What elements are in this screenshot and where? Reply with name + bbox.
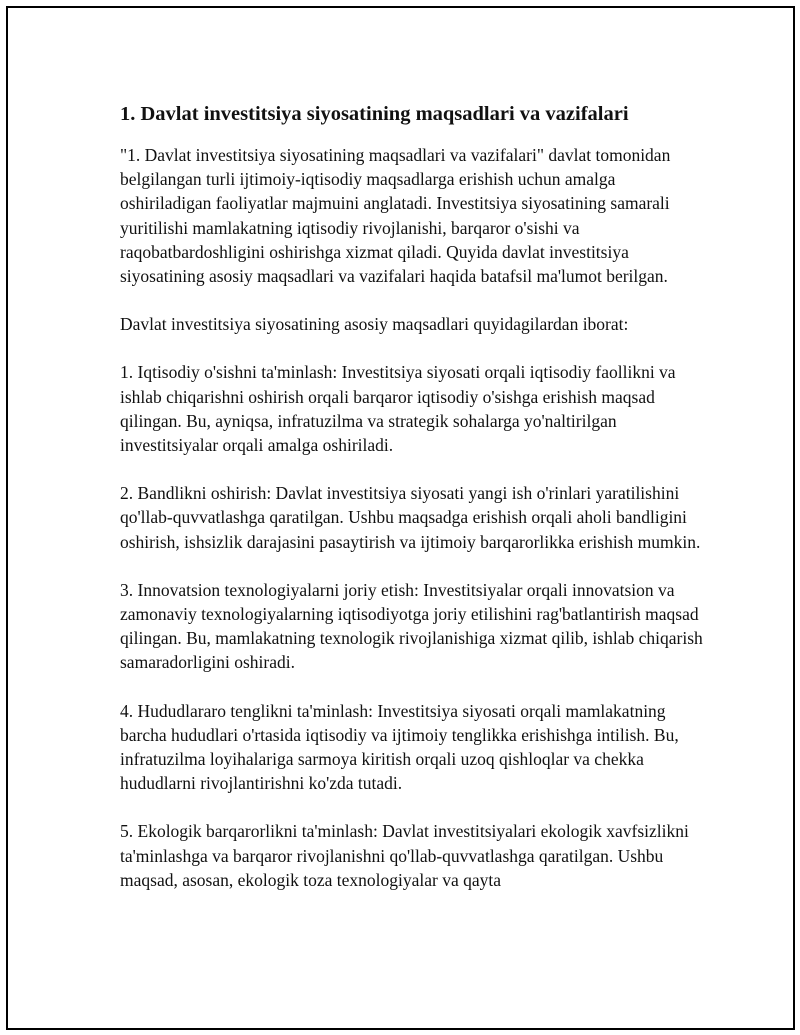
goal-1-paragraph: 1. Iqtisodiy o'sishni ta'minlash: Investitsiya siyosati orqali iqtisodiy faollikni va ishlab chiqarishni oshirish orqali barqaror iqtisodiy o'sishga erishish maqsad qilingan. Bu, ayniqsa, infratuzilma va strategik sohalarga yo'naltirilgan investitsiyalar orqali amalga oshiriladi. <box>120 362 676 456</box>
goals-lead-paragraph: Davlat investitsiya siyosatining asosiy maqsadlari quyidagilardan iborat: <box>120 314 629 335</box>
goal-5-paragraph: 5. Ekologik barqarorlikni ta'minlash: Davlat investitsiyalari ekologik xavfsizlikni ta'minlashga va barqaror rivojlanishni qo'llab-quvvatlashga qaratilgan. Ushbu maqsad, asosan, ekologik toza texnologiyalar va qayta <box>120 821 689 890</box>
document-page <box>6 6 795 1030</box>
document-body <box>120 94 710 916</box>
goal-4-paragraph: 4. Hududlararo tenglikni ta'minlash: Investitsiya siyosati orqali mamlakatning barcha hududlari o'rtasida iqtisodiy va ijtimoiy tenglikka erishishga intilish. Bu, infratuzilma loyihalariga sarmoya kiritish orqali uzoq qishloqlar va chekka hududlarni rivojlantirishni ko'zda tutadi. <box>120 700 679 794</box>
goal-3-paragraph: 3. Innovatsion texnologiyalarni joriy etish: Investitsiyalar orqali innovatsion va zamonaviy texnologiyalarning iqtisodiyotga joriy etilishini rag'batlantirish maqsad qilingan. Bu, mamlakatning texnologik rivojlanishiga xizmat qilib, ishlab chiqarish samaradorligini oshiradi. <box>120 579 703 673</box>
section-heading: 1. Davlat investitsiya siyosatining maqsadlari va vazifalari <box>120 103 629 125</box>
intro-paragraph: "1. Davlat investitsiya siyosatining maqsadlari va vazifalari" davlat tomonidan belgilangan turli ijtimoiy-iqtisodiy maqsadlarga erishish uchun amalga oshiriladigan faoliyatlar majmuini anglatadi. Investitsiya siyosatining samarali yuritilishi mamlakatning iqtisodiy rivojlanishi, barqaror o'sishi va raqobatbardoshligini oshirishga xizmat qiladi. Quyida davlat investitsiya siyosatining asosiy maqsadlari va vazifalari haqida batafsil ma'lumot berilgan. <box>120 145 671 287</box>
goal-2-paragraph: 2. Bandlikni oshirish: Davlat investitsiya siyosati yangi ish o'rinlari yaratilishini qo'llab-quvvatlashga qaratilgan. Ushbu maqsadga erishish orqali aholi bandligini oshirish, ishsizlik darajasini pasaytirish va ijtimoiy barqarorlikka erishish mumkin. <box>120 483 701 552</box>
